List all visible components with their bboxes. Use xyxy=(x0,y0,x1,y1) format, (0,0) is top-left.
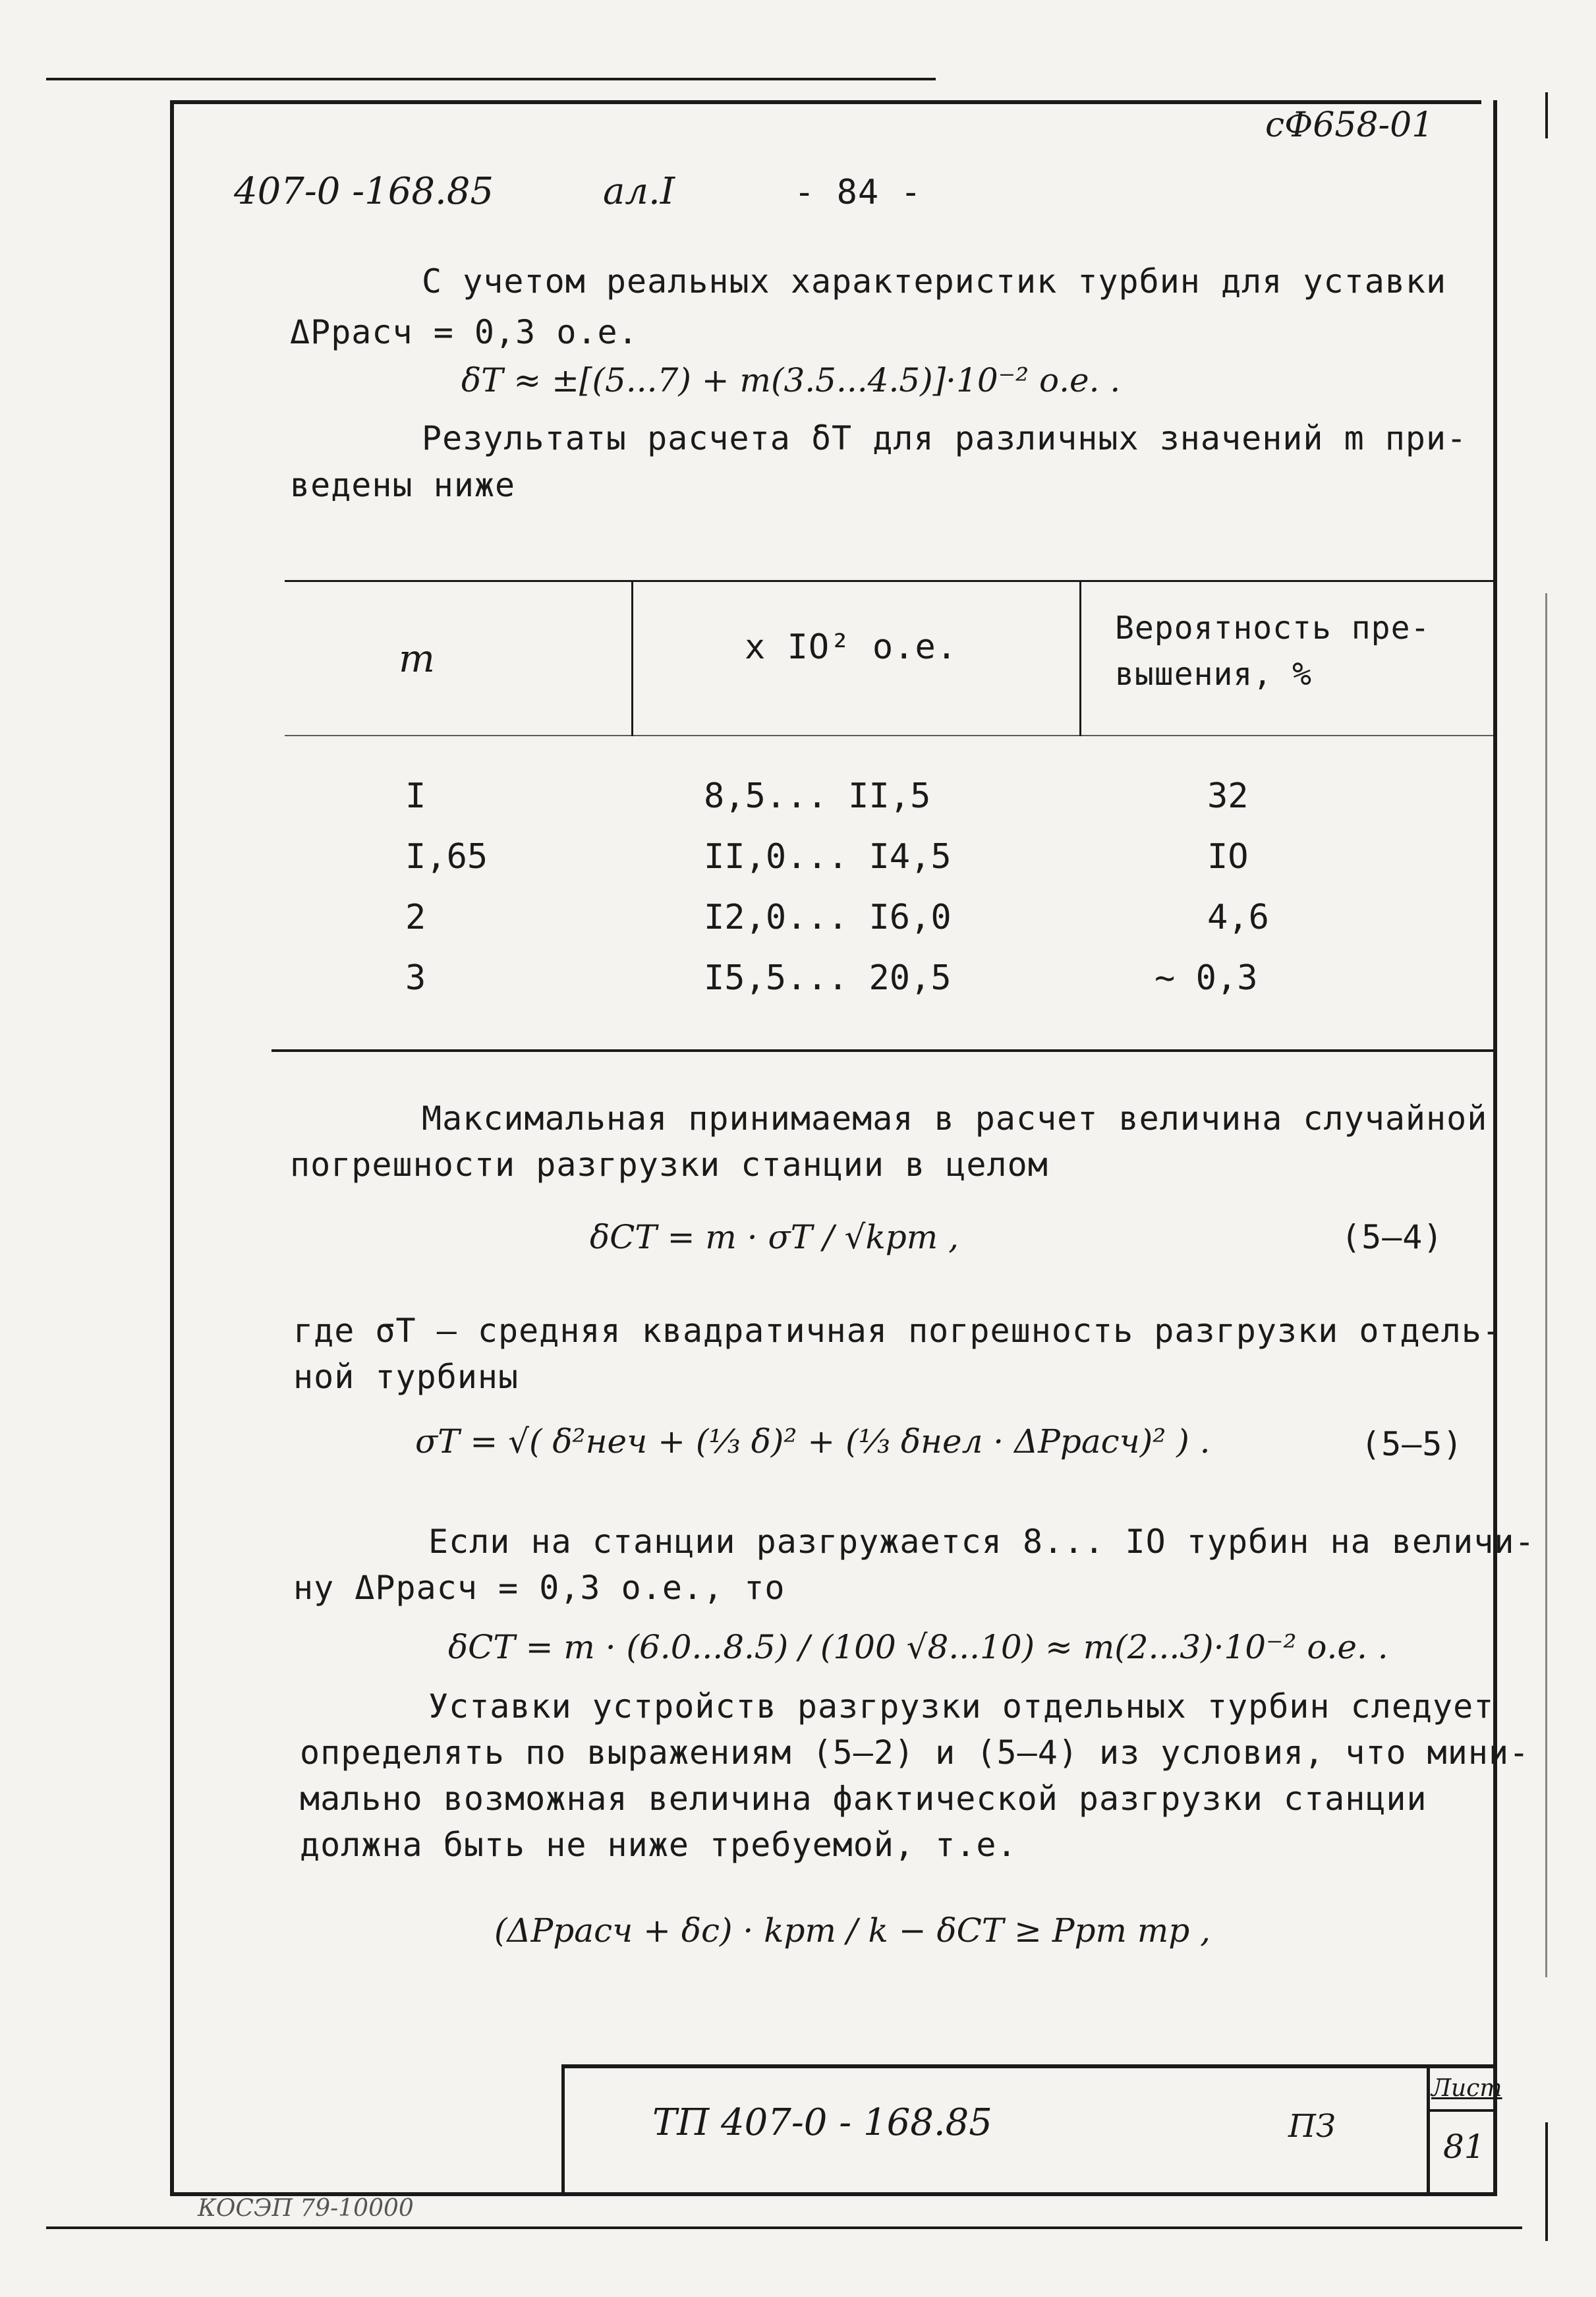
table-cell-range: II,0... I4,5 xyxy=(704,837,952,877)
album-label: ал.I xyxy=(603,170,675,213)
table-cell-probability: ~ 0,3 xyxy=(1154,958,1258,998)
print-mark: КОСЭП 79-10000 xyxy=(198,2195,414,2222)
project-number: 407-0 -168.85 xyxy=(234,170,494,213)
table-header-rule xyxy=(285,735,1497,736)
outer-bottom-rule xyxy=(46,2226,1522,2229)
formula-sigma-t: δT ≈ ±[(5...7) + m(3.5...4.5)]·10⁻² о.е. . xyxy=(461,361,1121,399)
table-header-values: x IO² o.e. xyxy=(745,627,958,667)
margin-tick-bottom xyxy=(1545,2122,1548,2241)
stamp-top-rule xyxy=(561,2064,1497,2068)
stamp-left-rule xyxy=(561,2064,565,2195)
table-header-m: m xyxy=(399,636,435,681)
frame-top xyxy=(170,100,1481,104)
para5-line2: ну ΔPрасч = 0,3 о.е., то xyxy=(293,1569,785,1607)
table-cell-range: I2,0... I6,0 xyxy=(704,898,952,937)
stamp-sheet-rule xyxy=(1427,2109,1496,2112)
para2-line2: ведены ниже xyxy=(290,466,516,504)
table-bottom-rule xyxy=(271,1049,1497,1052)
formula-5-4: δCT = m · σT / √kрт , xyxy=(590,1218,959,1256)
para6-line4: должна быть не ниже требуемой, т.е. xyxy=(300,1826,1017,1864)
table-cell-range: I5,5... 20,5 xyxy=(704,958,952,998)
top-rule xyxy=(46,78,936,80)
para1-line2: ΔPрасч = 0,3 о.е. xyxy=(290,313,639,351)
formula-final: (ΔPрасч + δc) · kрт / k − δCT ≥ Pрт тр , xyxy=(494,1911,1211,1950)
formula-5-5-number: (5–5) xyxy=(1361,1425,1464,1463)
para3-line2: погрешности разгрузки станции в целом xyxy=(290,1146,1048,1184)
para3-line1: Максимальная принимаемая в расчет величина случайной xyxy=(422,1099,1488,1138)
table-top-rule xyxy=(285,580,1497,582)
para4-line1: где σT – средняя квадратичная погрешность разгрузки отдель- xyxy=(293,1312,1503,1350)
stamp-sheet-label: Лист xyxy=(1431,2075,1502,2102)
formula-5-4-number: (5–4) xyxy=(1341,1218,1444,1256)
para6-line1: Уставки устройств разгрузки отдельных турбин следует xyxy=(428,1687,1495,1726)
margin-tick-top xyxy=(1545,92,1548,138)
para6-line3: мально возможная величина фактической разгрузки станции xyxy=(300,1780,1427,1818)
table-header-probability-1: Вероятность пре- xyxy=(1115,610,1431,647)
para4-line2: ной турбины xyxy=(293,1358,519,1396)
para1-line1: С учетом реальных характеристик турбин для уставки xyxy=(422,262,1447,301)
table-cell-m: I xyxy=(405,776,426,816)
stamp-section: ПЗ xyxy=(1288,2108,1336,2145)
stamp-sheet-divider xyxy=(1427,2064,1430,2195)
table-col-divider-2 xyxy=(1079,580,1081,736)
page-number: - 84 - xyxy=(794,173,922,212)
para2-line1: Результаты расчета δT для различных значений m при- xyxy=(422,419,1468,457)
document-code: сФ658-01 xyxy=(1265,105,1434,145)
formula-sigma-ct: δCT = m · (6.0...8.5) / (100 √8...10) ≈ m(2...3)·10⁻² о.е. . xyxy=(448,1628,1388,1666)
para6-line2: определять по выражениям (5–2) и (5–4) из условия, что мини- xyxy=(300,1733,1530,1772)
table-cell-m: 2 xyxy=(405,898,426,937)
table-cell-m: I,65 xyxy=(405,837,488,877)
stamp-doc-code: ТП 407-0 - 168.85 xyxy=(652,2101,992,2144)
table-cell-probability: IO xyxy=(1207,837,1249,877)
table-cell-probability: 32 xyxy=(1207,776,1249,816)
formula-5-5: σT = √( δ²неч + (⅓ δ)² + (⅓ δнел · ΔPрасч)² ) . xyxy=(415,1422,1211,1461)
frame-right xyxy=(1493,100,1497,2196)
table-cell-probability: 4,6 xyxy=(1207,898,1269,937)
table-header-probability-2: вышения, % xyxy=(1115,656,1312,693)
table-cell-m: 3 xyxy=(405,958,426,998)
para5-line1: Если на станции разгружается 8... IO турбин на величи- xyxy=(428,1523,1535,1561)
frame-left xyxy=(170,100,174,2196)
table-cell-range: 8,5... II,5 xyxy=(704,776,931,816)
stamp-sheet-number: 81 xyxy=(1443,2128,1485,2166)
table-col-divider-1 xyxy=(631,580,633,736)
margin-tick-mid xyxy=(1545,593,1547,1977)
